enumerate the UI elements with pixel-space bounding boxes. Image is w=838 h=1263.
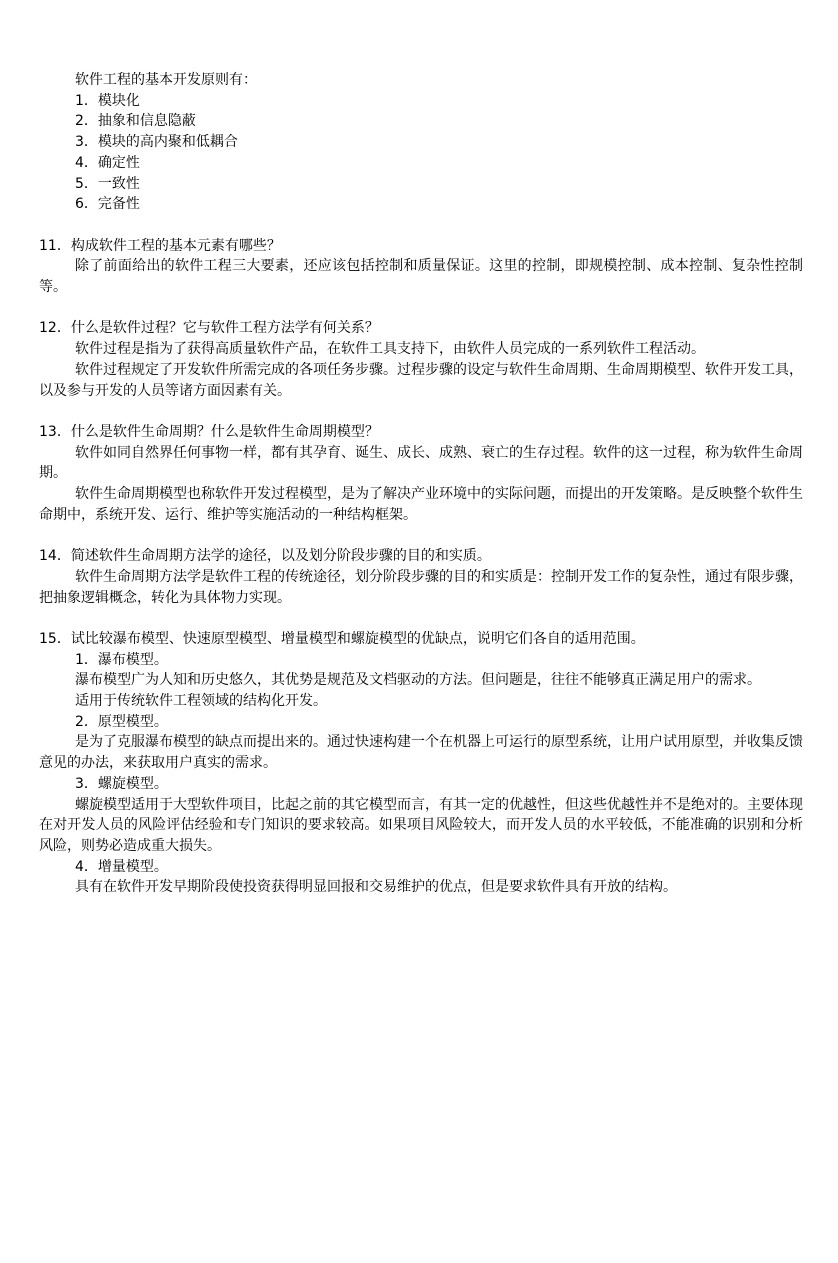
spiral-paragraph-1 bbox=[39, 795, 803, 857]
spacer bbox=[39, 525, 803, 546]
answer-text: 具有在软件开发早期阶段使投资获得明显回报和交易维护的优点，但是要求软件具有开放的结构。 bbox=[75, 879, 677, 896]
answer-text: 软件生命周期模型也称软件开发过程模型，是为了解决产业环境中的实际问题，而提出的开发策略。是反映整个软件生命期中，系统开发、运行、维护等实施活动的一种结构框架。 bbox=[39, 486, 803, 523]
spacer bbox=[39, 608, 803, 629]
question-13-title: 13．什么是软件生命周期？什么是软件生命周期模型？ bbox=[39, 423, 379, 440]
waterfall-heading: 1．瀑布模型。 bbox=[75, 651, 168, 668]
answer-text: 软件如同自然界任何事物一样，都有其孕育、诞生、成长、成熟、衰亡的生存过程。软件的这一过程，称为软件生命周期。 bbox=[39, 444, 803, 482]
principle-item: 2．抽象和信息隐蔽 bbox=[75, 113, 196, 130]
prototype-heading: 2．原型模型。 bbox=[75, 713, 168, 730]
answer-text: 螺旋模型适用于大型软件项目，比起之前的其它模型而言，有其一定的优越性，但这些优越性并不是绝对的。主要体现在对开发人员的风险评估经验和专门知识的要求较高。如果项目风险较大，而开发人员的水平较低，不能准确的识别和分析风险，则势必造成重大损失。 bbox=[39, 796, 803, 854]
question-12-paragraph-2 bbox=[39, 360, 803, 401]
answer-text: 是为了克服瀑布模型的缺点而提出来的。通过快速构建一个在机器上可运行的原型系统，让用户试用原型，并收集反馈意见的办法，来获取用户真实的需求。 bbox=[39, 734, 803, 772]
answer-text: 软件过程规定了开发软件所需完成的各项任务步骤。过程步骤的设定与软件生命周期、生命周期模型、软件开发工具，以及参与开发的人员等诸方面因素有关。 bbox=[39, 361, 803, 399]
question-13-paragraph-2 bbox=[39, 484, 803, 525]
waterfall-paragraph-2 bbox=[39, 691, 803, 712]
waterfall-paragraph-1 bbox=[39, 670, 803, 691]
question-15-title: 15．试比较瀑布模型、快速原型模型、增量模型和螺旋模型的优缺点，说明它们各自的适用范围。 bbox=[39, 630, 645, 647]
answer-text: 瀑布模型广为人知和历史悠久，其优势是规范及文档驱动的方法。但问题是，往往不能够真正满足用户的需求。 bbox=[75, 672, 761, 689]
principles-lead: 软件工程的基本开发原则有： bbox=[75, 72, 257, 88]
spacer bbox=[39, 401, 803, 422]
question-12-title: 12．什么是软件过程？它与软件工程方法学有何关系？ bbox=[39, 320, 379, 337]
question-14-title: 14．简述软件生命周期方法学的途径，以及划分阶段步骤的目的和实质。 bbox=[39, 548, 491, 565]
incremental-paragraph-1 bbox=[39, 877, 803, 898]
question-12-paragraph-1 bbox=[39, 339, 803, 360]
spacer bbox=[39, 298, 803, 319]
question-14-paragraph-1 bbox=[39, 567, 803, 608]
document-page bbox=[39, 70, 803, 898]
answer-text: 软件过程是指为了获得高质量软件产品，在软件工具支持下，由软件人员完成的一系列软件工程活动。 bbox=[75, 341, 705, 358]
prototype-paragraph-1 bbox=[39, 732, 803, 773]
answer-text: 软件生命周期方法学是软件工程的传统途径，划分阶段步骤的目的和实质是：控制开发工作的复杂性，通过有限步骤，把抽象逻辑概念，转化为具体物力实现。 bbox=[39, 568, 803, 606]
answer-text: 除了前面给出的软件工程三大要素，还应该包括控制和质量保证。这里的控制，即规模控制、成本控制、复杂性控制等。 bbox=[39, 258, 803, 296]
question-13-paragraph-1 bbox=[39, 443, 803, 484]
spacer bbox=[39, 215, 803, 236]
principle-item: 3．模块的高内聚和低耦合 bbox=[75, 134, 238, 151]
spiral-heading: 3．螺旋模型。 bbox=[75, 775, 168, 792]
question-11-title: 11．构成软件工程的基本元素有哪些？ bbox=[39, 237, 281, 254]
principle-item: 1．模块化 bbox=[75, 92, 140, 109]
principle-item: 4．确定性 bbox=[75, 154, 140, 171]
answer-text: 适用于传统软件工程领域的结构化开发。 bbox=[75, 693, 327, 710]
incremental-heading: 4．增量模型。 bbox=[75, 858, 168, 875]
question-11-answer bbox=[39, 256, 803, 297]
principle-item: 5．一致性 bbox=[75, 175, 140, 192]
principle-item: 6．完备性 bbox=[75, 196, 140, 213]
